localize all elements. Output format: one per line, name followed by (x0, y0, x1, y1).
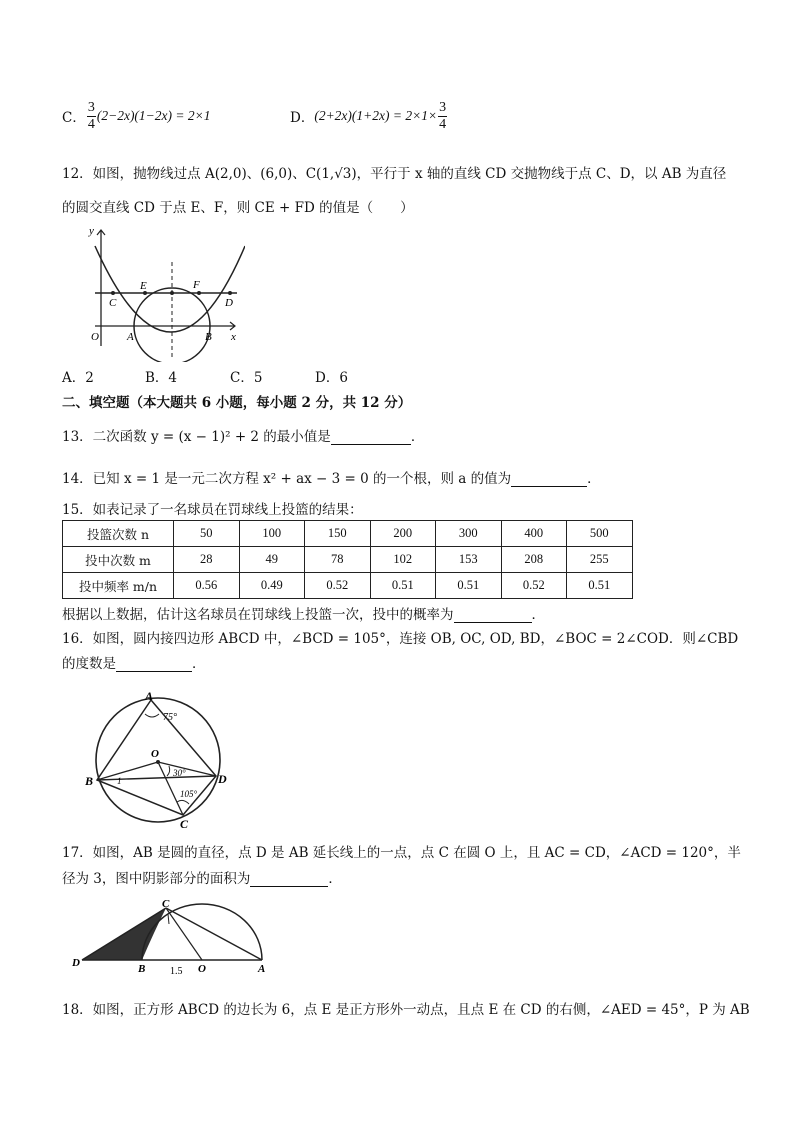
q17-text-line1: 17．如图，AB 是圆的直径，点 D 是 AB 延长线上的一点，点 C 在圆 O 上，且 AC = CD，∠ACD = 120°，半 (62, 845, 741, 861)
q16-text-line1: 16．如图，圆内接四边形 ABCD 中，∠BCD = 105°，连接 OB, OC, OD, BD，∠BOC = 2∠COD．则∠CBD (62, 631, 739, 647)
q11-option-d (290, 96, 448, 136)
q11-option-c (62, 96, 211, 136)
q12-text-line2: 的圆交直线 CD 于点 E、F，则 CE + FD 的值是（ ） (62, 200, 414, 216)
q17-segment-co (166, 908, 202, 960)
q13-end: ． (410, 429, 425, 445)
q12-point-c (111, 291, 115, 295)
q15-cell: 78 (305, 547, 371, 573)
q12-label-e: E (140, 280, 147, 292)
q16-angle-arc-a (145, 714, 159, 717)
q16-label-o: O (151, 748, 159, 760)
q12-label-f: F (193, 279, 200, 291)
q15-text: 15．如表记录了一名球员在罚球线上投篮的结果： (62, 502, 363, 518)
q14-end: ． (587, 471, 601, 487)
table-row (63, 521, 633, 547)
q16-figure (85, 690, 235, 830)
q17-segment-ca (166, 908, 262, 960)
q16-blank (116, 657, 192, 672)
q16-label-a: A (145, 690, 154, 703)
q15-cell: 500 (567, 521, 633, 547)
q13 (62, 425, 424, 445)
q15-cell: 153 (436, 547, 502, 573)
q15-cell: 0.49 (239, 573, 305, 599)
q12-option-d: D．6 (315, 370, 348, 386)
q15-cell: 0.56 (174, 573, 240, 599)
q12-label-x: x (231, 331, 236, 343)
q15-cell: 0.51 (436, 573, 502, 599)
q12-text-line1: 12．如图，抛物线过点 A(2,0)、(6,0)、C(1,√3)，平行于 x 轴的直线 CD 交抛物线于点 C、D，以 AB 为直径 (62, 166, 727, 182)
q16-label-angle-o: 30° (173, 768, 186, 778)
q11-option-c-frac-den: 4 (87, 116, 95, 132)
q17-label-seg: 1.5 (170, 966, 183, 977)
q15-cell: 0.52 (305, 573, 371, 599)
q16-label-b: B (85, 774, 94, 788)
q15-table (62, 520, 633, 599)
q16-text-line2: 的度数是 (62, 656, 116, 672)
q11-option-c-label: C． (62, 110, 86, 126)
q16-angle-arc-c (177, 800, 189, 804)
q12-option-a: A．2 (62, 370, 94, 386)
q18-text-line1: 18．如图，正方形 ABCD 的边长为 6，点 E 是正方形外一动点，且点 E 在 CD 的右侧，∠AED = 45°，P 为 AB (62, 1002, 750, 1018)
q16-label-c: C (180, 817, 189, 830)
q13-text: 13．二次函数 y = (x − 1)² + 2 的最小值是 (62, 429, 331, 445)
q11-option-d-expr: (2+2x)(1+2x) = 2×1× (314, 108, 438, 123)
q15-cell: 300 (436, 521, 502, 547)
q17-label-c: C (162, 898, 170, 910)
q17-text-line2-wrap (62, 867, 342, 887)
q14-blank (511, 472, 587, 487)
q12-point-mid (170, 291, 174, 295)
q11-option-d-frac-den: 4 (439, 116, 447, 132)
q12-figure (85, 222, 245, 362)
q12-label-c: C (109, 297, 117, 309)
q17-label-b: B (138, 963, 146, 975)
q16-center-point (156, 760, 160, 764)
q15-cell: 102 (370, 547, 436, 573)
section2-title: 二、填空题（本大题共 6 小题，每小题 2 分，共 12 分） (62, 395, 412, 411)
q16-label-angle-b: 1 (117, 776, 122, 786)
q16-segment-ob (97, 762, 158, 780)
q15-cell: 150 (305, 521, 371, 547)
q16-end: ． (192, 656, 206, 672)
q13-blank (331, 430, 411, 445)
q12-label-a: A (127, 331, 134, 343)
q17-tick (168, 914, 169, 924)
q15-end: ． (531, 607, 545, 623)
q12-label-b: B (205, 331, 212, 343)
q17-label-a: A (258, 963, 266, 975)
q11-option-d-fraction (438, 101, 447, 132)
q17-end: ． (328, 871, 342, 887)
table-row (63, 547, 633, 573)
q12-label-d: D (225, 297, 233, 309)
q16-text-line2-wrap (62, 652, 206, 672)
q16-label-d: D (218, 772, 227, 786)
q15-cell: 0.51 (370, 573, 436, 599)
q15-after-text: 根据以上数据，估计这名球员在罚球线上投篮一次，投中的概率为 (62, 607, 454, 623)
q14 (62, 467, 601, 487)
q11-option-c-expr: (2−2x)(1−2x) = 2×1 (96, 108, 211, 123)
q15-cell: 400 (501, 521, 567, 547)
q15-row1-header: 投篮次数 n (63, 521, 174, 547)
q15-cell: 208 (501, 547, 567, 573)
q15-row3-header: 投中频率 m/n (63, 573, 174, 599)
q17-blank (250, 872, 328, 887)
q12-label-o: O (91, 331, 99, 343)
q11-option-d-frac-num: 3 (439, 99, 447, 115)
q12-point-d (228, 291, 232, 295)
q17-figure (70, 898, 270, 980)
q16-segment-od (158, 762, 216, 776)
q15-cell: 0.52 (501, 573, 567, 599)
q17-label-o: O (198, 963, 206, 975)
q12-option-b: B．4 (145, 370, 178, 386)
q17-text-line2: 径为 3，图中阴影部分的面积为 (62, 871, 251, 887)
q15-cell: 49 (239, 547, 305, 573)
q15-blank (454, 608, 532, 623)
q16-diagonal-bd (97, 776, 216, 780)
q15-cell: 255 (567, 547, 633, 573)
q11-option-c-fraction (87, 101, 96, 132)
q15-cell: 28 (174, 547, 240, 573)
q15-cell: 0.51 (567, 573, 633, 599)
q12-option-c: C．5 (230, 370, 263, 386)
q15-cell: 50 (174, 521, 240, 547)
q15-after (62, 603, 545, 623)
q14-text: 14．已知 x = 1 是一元二次方程 x² + ax − 3 = 0 的一个根，则 a 的值为 (62, 471, 512, 487)
table-row (63, 573, 633, 599)
q15-cell: 200 (370, 521, 436, 547)
q17-label-d: D (72, 957, 80, 969)
q15-cell: 100 (239, 521, 305, 547)
q16-label-angle-a: 75° (163, 712, 177, 723)
q12-parabola (95, 246, 245, 332)
q11-option-c-frac-num: 3 (87, 99, 95, 115)
q16-label-angle-c: 105° (180, 789, 198, 799)
q12-label-y: y (89, 225, 94, 237)
q11-option-d-label: D． (290, 110, 315, 126)
q15-row2-header: 投中次数 m (63, 547, 174, 573)
q12-point-f (197, 291, 201, 295)
q16-angle-arc-o (167, 766, 170, 776)
